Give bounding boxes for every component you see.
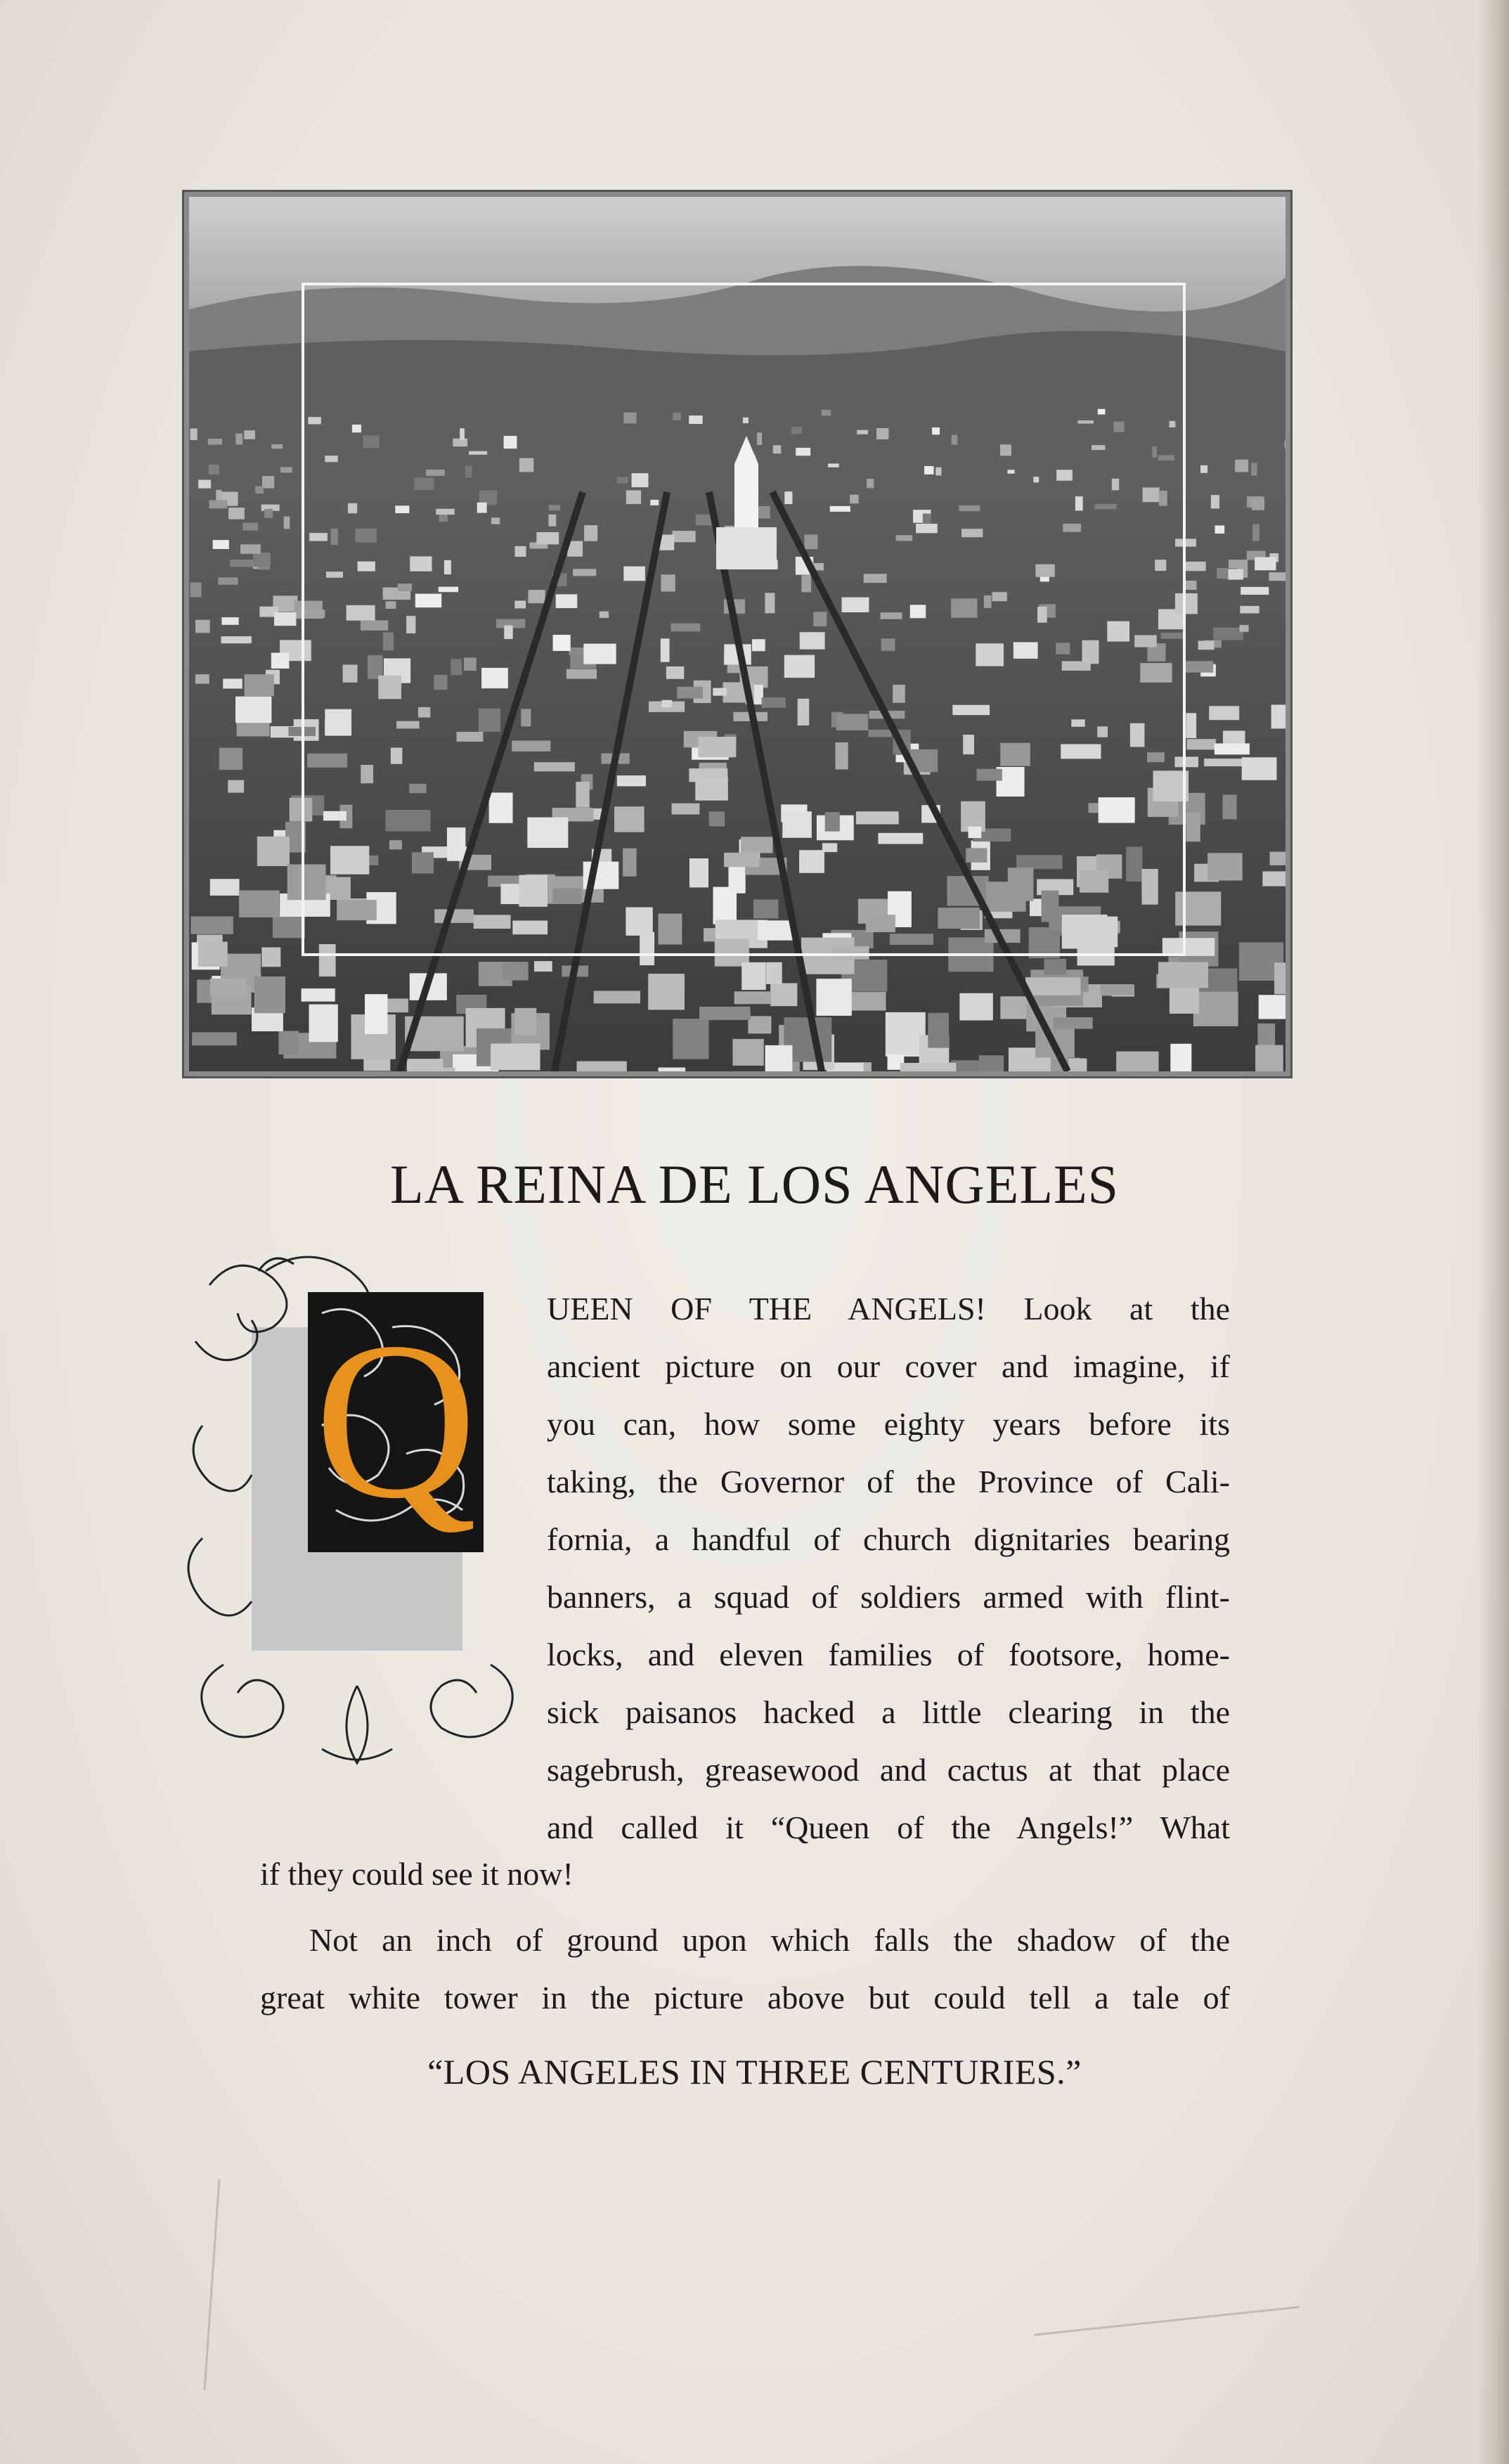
paragraph-line: great white tower in the picture above but could tell a tale of [260, 1980, 1230, 2015]
paragraph-line-last: if they could see it now! [260, 1856, 574, 1892]
paragraph-line: locks, and eleven families of footsore, home- [547, 1637, 1230, 1672]
paragraph-line: sagebrush, greasewood and cactus at that place [547, 1752, 1230, 1788]
page-title: LA REINA DE LOS ANGELES [390, 1154, 1119, 1215]
paragraph-line: banners, a squad of soldiers armed with flint- [547, 1579, 1230, 1615]
dropcap-letter: Q [314, 1296, 477, 1545]
closing-line: “LOS ANGELES IN THREE CENTURIES.” [427, 2052, 1082, 2091]
paragraph-line: UEEN OF THE ANGELS! Look at the [547, 1291, 1230, 1327]
aerial-city-photo-icon [189, 197, 1285, 1071]
paragraph-line: you can, how some eighty years before its [547, 1406, 1230, 1442]
ornament-scroll-icon [181, 1243, 533, 1777]
paragraph-line: fornia, a handful of church dignitaries bearing [547, 1521, 1230, 1557]
paragraph-line: ancient picture on our cover and imagine, if [547, 1348, 1230, 1384]
page-edge [1477, 0, 1509, 2464]
paragraph-line: sick paisanos hacked a little clearing in the [547, 1694, 1230, 1730]
paragraph-line: Not an inch of ground upon which falls the shadow of the [309, 1922, 1230, 1958]
paper-crease [1034, 2306, 1300, 2336]
paragraph-line: and called it “Queen of the Angels!” What [547, 1810, 1230, 1845]
paragraph-line: taking, the Governor of the Province of Cali- [547, 1464, 1230, 1499]
aerial-photo [182, 190, 1293, 1078]
ornamental-dropcap [181, 1243, 533, 1777]
paper-crease [204, 2179, 221, 2389]
